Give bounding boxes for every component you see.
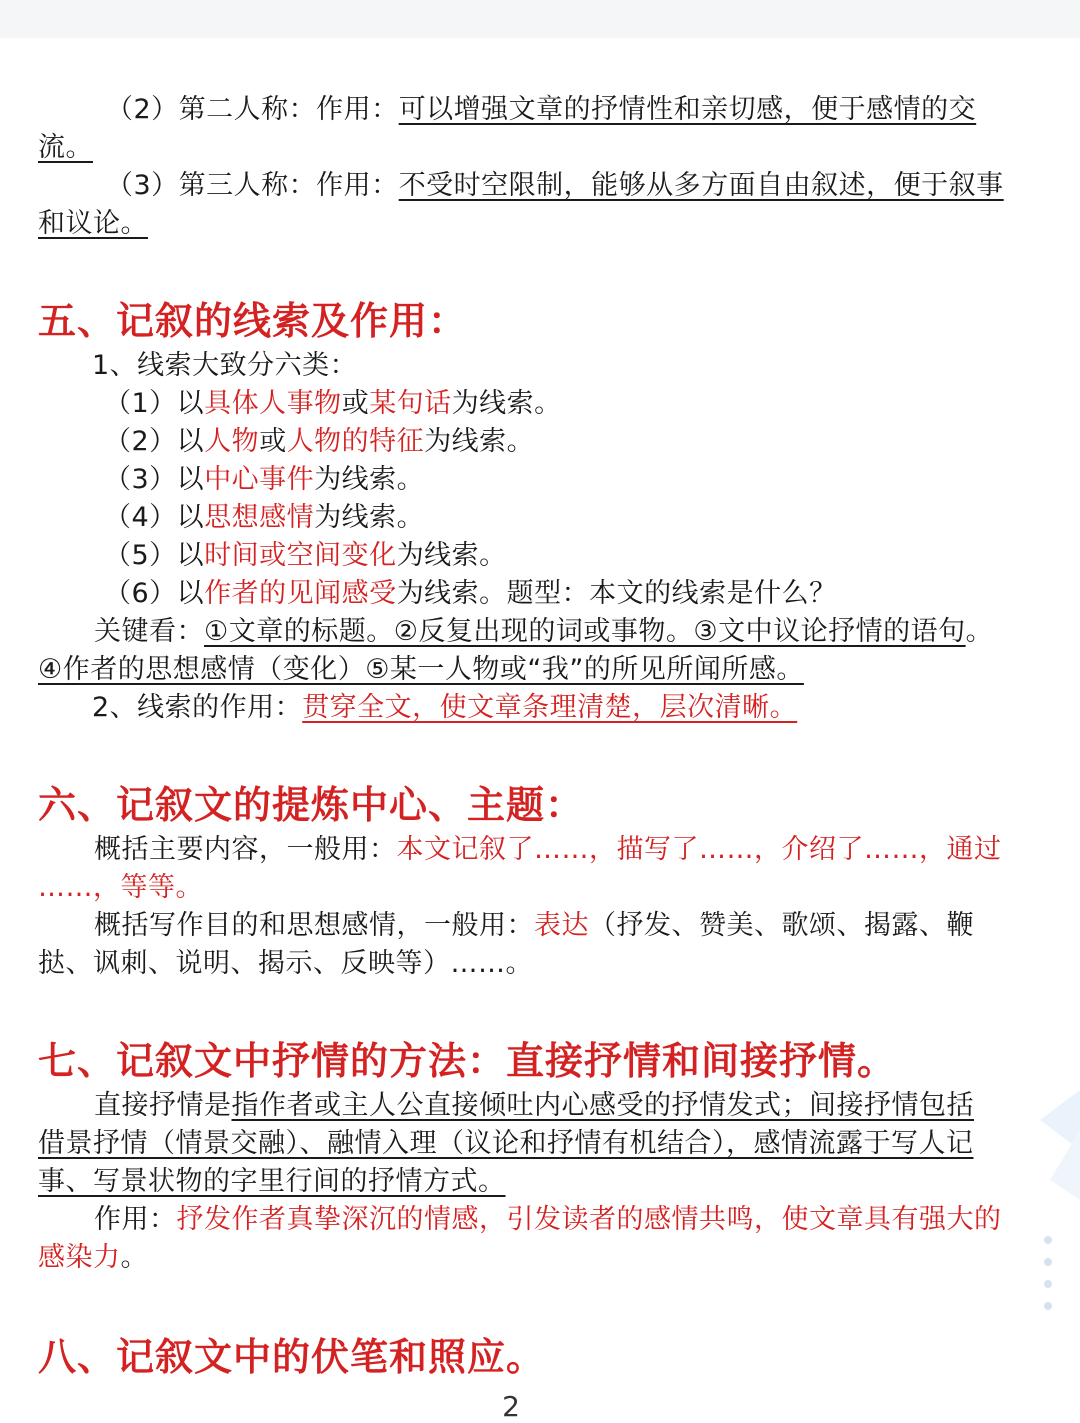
sec4-p3-text: 不受时空限制，能够从多方面自由叙述，便于叙事 <box>398 170 1004 201</box>
sec4-p2-text-end: 流。 <box>38 132 93 163</box>
page-number: 2 <box>502 1390 520 1423</box>
sec8-heading: 八、记叙文中的伏笔和照应。 <box>38 1335 546 1379</box>
sec5-item-6: （6）以作者的见闻感受为线索。题型：本文的线索是什么？ <box>104 578 837 609</box>
sec5-item-1: （1）以具体人事物或某句话为线索。 <box>104 388 562 419</box>
sec5-key-text-2: ④作者的思想感情（变化）⑤某一人物或“我”的所见所闻所感。 <box>38 654 804 685</box>
sec5-intro: 1、线索大致分六类： <box>92 350 358 381</box>
sec4-p3-text-end: 和议论。 <box>38 208 148 239</box>
sec5-item-5: （5）以时间或空间变化为线索。 <box>104 540 507 571</box>
sec5-role-head: 2、线索的作用： <box>92 692 303 723</box>
sec4-p3-line1 <box>106 168 1080 204</box>
sec5-key-text: ①文章的标题。②反复出现的词或事物。③文中议论抒情的语句 <box>204 616 966 647</box>
sec4-p3-line2 <box>38 206 1078 242</box>
sec7-line1: 直接抒情是指作者或主人公直接倾吐内心感受的抒情发式；间接抒情包括 <box>94 1090 974 1121</box>
sec5-role <box>92 690 1080 726</box>
sec6-line4: 挞、讽刺、说明、揭示、反映等）……。 <box>38 948 533 979</box>
sec5-role-text: 贯穿全文，使文章条理清楚，层次清晰。 <box>302 692 798 723</box>
sec5-heading: 五、记叙的线索及作用： <box>38 299 468 343</box>
sec7-line2: 借景抒情（情景交融）、融情入理（议论和抒情有机结合），感情流露于写人记 <box>38 1128 974 1159</box>
sec6-line3: 概括写作目的和思想感情，一般用：表达（抒发、赞美、歌颂、揭露、鞭 <box>94 910 974 941</box>
sec5-item-3: （3）以中心事件为线索。 <box>104 464 425 495</box>
sec6-heading: 六、记叙文的提炼中心、主题： <box>38 783 585 827</box>
sec6-line1: 概括主要内容，一般用：本文记叙了……，描写了……，介绍了……，通过 <box>94 834 1002 865</box>
sec5-item-4: （4）以思想感情为线索。 <box>104 502 425 533</box>
sec7-role-line2: 感染力。 <box>38 1242 148 1273</box>
sec5-item-2: （2）以人物或人物的特征为线索。 <box>104 426 535 457</box>
sec7-role-line1: 作用：抒发作者真挚深沉的情感，引发读者的感情共鸣，使文章具有强大的 <box>94 1204 1002 1235</box>
sec4-p2-line1 <box>106 92 1080 128</box>
sec4-p2-line2 <box>38 130 1078 166</box>
sec7-heading: 七、记叙文中抒情的方法：直接抒情和间接抒情。 <box>38 1039 897 1083</box>
decorative-corner-pattern <box>1030 1090 1080 1330</box>
sec4-p2-head: （2）第二人称：作用： <box>106 94 399 125</box>
sec5-key-line1: 关键看：①文章的标题。②反复出现的词或事物。③文中议论抒情的语句。 <box>94 616 994 647</box>
sec7-line3: 事、写景状物的字里行间的抒情方式。 <box>38 1166 506 1197</box>
sec5-key-head: 关键看： <box>94 616 204 647</box>
top-strip <box>0 0 1080 38</box>
sec6-line2: ……，等等。 <box>38 872 203 903</box>
sec4-p2-text: 可以增强文章的抒情性和亲切感，便于感情的交 <box>398 94 977 125</box>
sec5-key-line2 <box>38 652 1078 688</box>
sec4-p3-head: （3）第三人称：作用： <box>106 170 399 201</box>
